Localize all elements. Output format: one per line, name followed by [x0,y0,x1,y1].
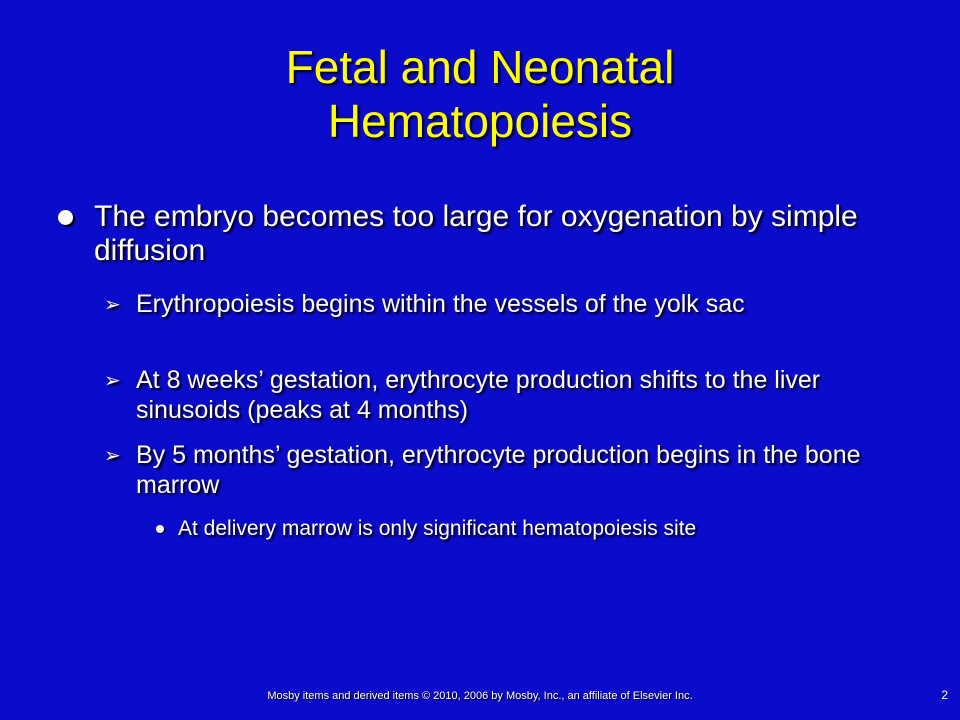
arrowhead-icon: ➢ [104,443,121,467]
bullet-text: The embryo becomes too large for oxygenation by simple diffusion [94,200,858,267]
slide-footer: Mosby items and derived items © 2010, 2006 by Mosby, Inc., an affiliate of Elsevier Inc. [267,690,693,702]
arrowhead-icon: ➢ [104,368,121,392]
subbullet-text: By 5 months’ gestation, erythrocyte production begins in the bone marrow [136,441,861,499]
bullet-circle-icon [58,210,73,225]
arrowhead-icon: ➢ [104,292,121,316]
dot-bullet-icon [156,525,164,533]
subsubbullet-text: At delivery marrow is only significant hematopoiesis site [178,517,697,540]
subbullet-text: At 8 weeks’ gestation, erythrocyte production shifts to the liver sinusoids (peaks at 4 months) [136,366,821,424]
page-number: 2 [941,688,948,702]
subbullet-text: Erythropoiesis begins within the vessels of the yolk sac [136,290,745,318]
slide-title: Fetal and Neonatal Hematopoiesis [285,41,675,147]
